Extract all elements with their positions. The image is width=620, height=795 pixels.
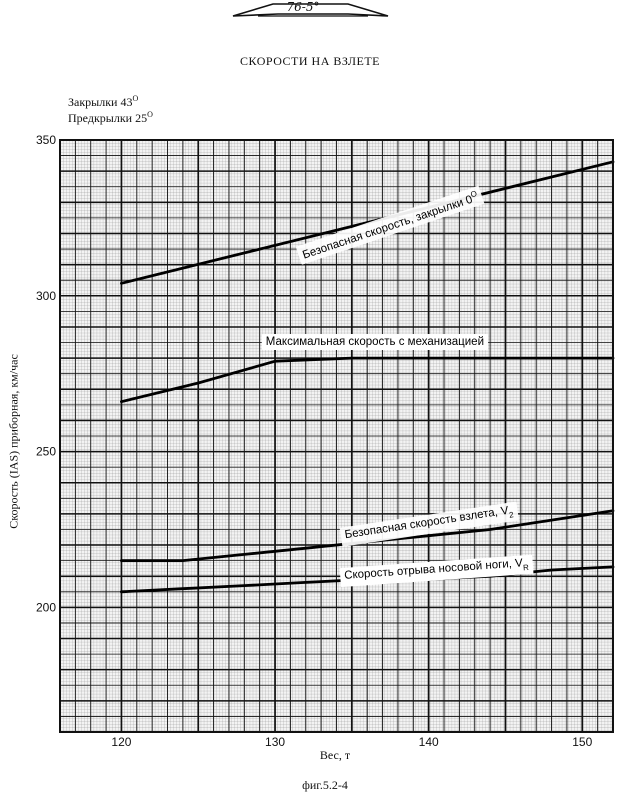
series-label-main: Безопасная скорость взлета, V bbox=[343, 504, 510, 542]
series-label-main: Скорость отрыва носовой ноги, V bbox=[343, 557, 524, 582]
slats-note-degree: O bbox=[147, 110, 153, 119]
x-tick-label: 130 bbox=[265, 735, 286, 749]
figure-caption: фиг.5.2-4 bbox=[302, 778, 348, 792]
y-tick-label: 350 bbox=[35, 133, 56, 147]
y-axis-title-text: Скорость (IAS) приборная, км/час bbox=[6, 354, 21, 529]
series-label-subscript: 2 bbox=[508, 510, 515, 520]
y-tick-label: 300 bbox=[35, 288, 56, 303]
series-label-superscript: O bbox=[469, 188, 479, 200]
x-axis-title: Вес, т bbox=[319, 748, 351, 762]
slats-note-text: Предкрылки 25 bbox=[68, 111, 148, 125]
flaps-note-text: Закрылки 43 bbox=[68, 95, 133, 109]
x-tick-label: 140 bbox=[418, 735, 439, 749]
y-tick-label: 250 bbox=[35, 444, 56, 459]
series-label-text bbox=[266, 336, 484, 348]
chart-title: СКОРОСТИ НА ВЗЛЕТЕ bbox=[240, 54, 380, 68]
x-tick-label: 120 bbox=[111, 735, 132, 749]
series-label-subscript: R bbox=[522, 562, 530, 573]
y-tick-label: 200 bbox=[35, 600, 56, 615]
flaps-note-degree: O bbox=[132, 94, 139, 103]
series-label-2 bbox=[262, 334, 488, 350]
series-label-main: Безопасная скорость, закрылки 0 bbox=[301, 193, 475, 262]
stamp-text: 76-5° bbox=[286, 0, 320, 14]
series-label-main: Максимальная скорость с механизацией bbox=[265, 336, 485, 348]
x-tick-label: 150 bbox=[572, 735, 593, 749]
